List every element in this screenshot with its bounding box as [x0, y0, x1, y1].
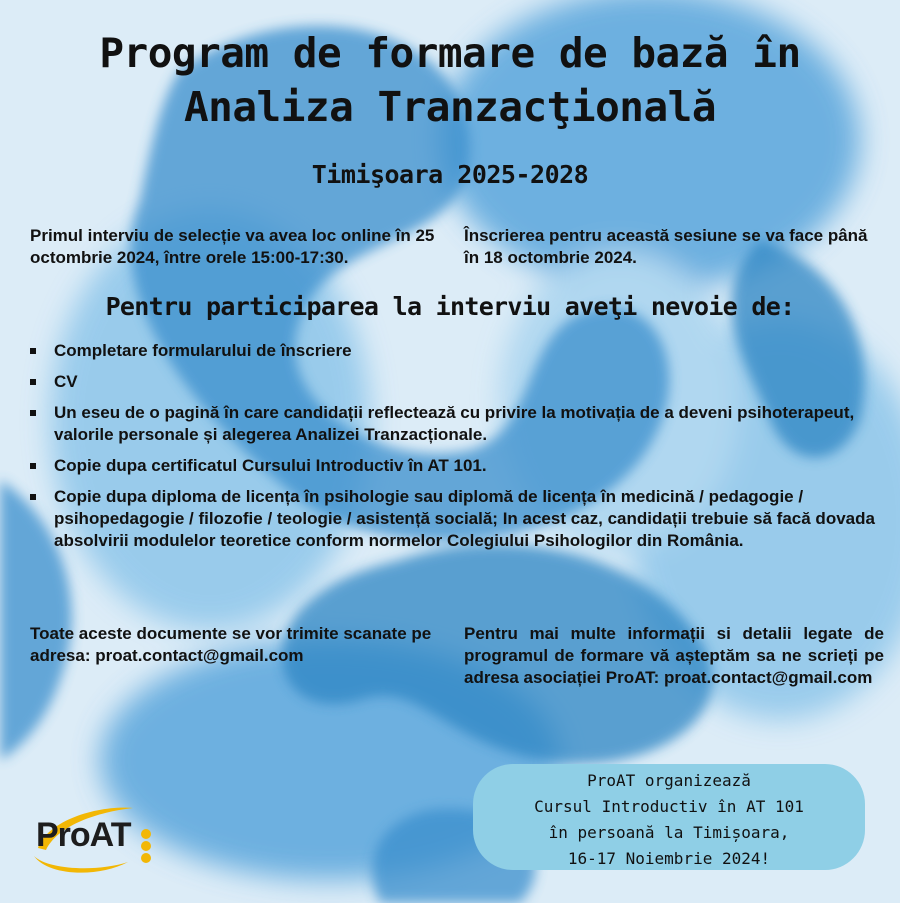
- course-line-2: Cursul Introductiv în AT 101: [534, 797, 804, 816]
- requirement-text: Completare formularului de înscriere: [54, 341, 352, 360]
- requirement-item: [28, 402, 878, 446]
- logo-text: ProAT: [36, 816, 131, 854]
- requirement-text: Copie dupa diploma de licența în psihologie sau diplomă de licența în medicină / pedagogie / psihopedagogie / filozofie / teologie / asistență socială; In acest caz, candidații trebuie să facă dovada absolvirii modulelor teoretice conform normelor Colegiului Psihologilor din România.: [54, 487, 875, 550]
- requirement-item: [28, 340, 878, 362]
- requirement-text: Un eseu de o pagină în care candidații reflectează cu privire la motivația de a deveni psihoterapeut, valorile personale și alegerea Analizei Tranzacționale.: [54, 403, 855, 444]
- title-line-2: Analiza Tranzacţională: [183, 83, 717, 131]
- requirements-list: [28, 340, 878, 561]
- course-announcement-box: [473, 764, 865, 870]
- page-title: [0, 26, 900, 134]
- interview-info: Primul interviu de selecție va avea loc online în 25 octombrie 2024, între orele 15:00-17:30.: [30, 226, 435, 267]
- requirement-text: CV: [54, 372, 78, 391]
- requirement-item: [28, 371, 878, 393]
- bullet-icon: [30, 348, 36, 354]
- course-line-1: ProAT organizează: [587, 771, 751, 790]
- documents-info: Toate aceste documente se vor trimite scanate pe adresa: proat.contact@gmail.com: [30, 624, 432, 665]
- registration-info: Înscrierea pentru această sesiune se va face până în 18 octombrie 2024.: [464, 226, 868, 267]
- course-line-3: în persoană la Timișoara,: [548, 823, 790, 842]
- title-line-1: Program de formare de bază în: [99, 29, 801, 77]
- bullet-icon: [30, 410, 36, 416]
- proat-logo: [28, 800, 168, 875]
- requirements-heading: Pentru participarea la interviu aveţi nevoie de:: [105, 292, 795, 321]
- bullet-icon: [30, 494, 36, 500]
- requirement-item: [28, 455, 878, 477]
- subtitle: Timişoara 2025-2028: [311, 160, 589, 189]
- requirement-text: Copie dupa certificatul Cursului Introductiv în AT 101.: [54, 456, 487, 475]
- contact-info: Pentru mai multe informații si detalii legate de programul de formare vă așteptăm sa ne scrieți pe adresa asociației ProAT: proat.contact@gmail.com: [464, 624, 884, 687]
- course-line-4: 16-17 Noiembrie 2024!: [567, 849, 771, 868]
- requirement-item: [28, 486, 878, 552]
- bullet-icon: [30, 379, 36, 385]
- bullet-icon: [30, 463, 36, 469]
